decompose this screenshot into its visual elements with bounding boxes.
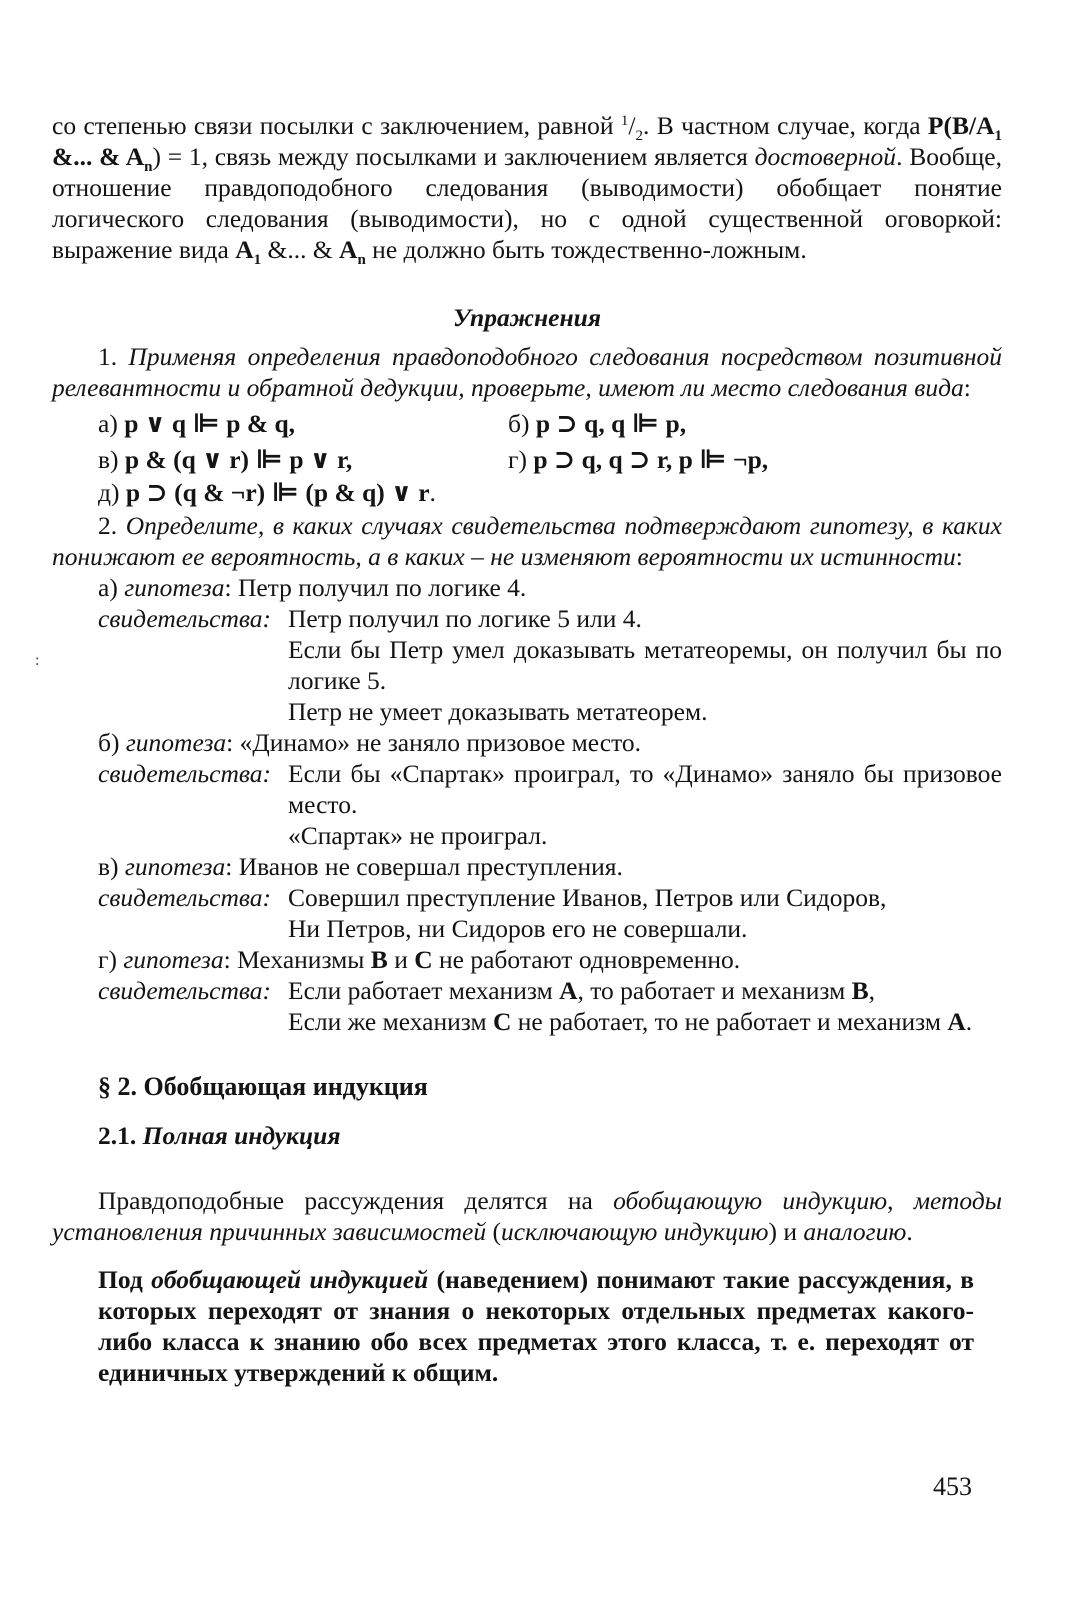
exercise-item: в) p & (q ∨ r) ⊫ p ∨ r, [98, 445, 353, 474]
case-b-evidence: свидетельства: Если бы «Спартак» проиграл, то «Динамо» заняло бы призовое место. [98, 759, 1002, 819]
case-d-hypothesis: г) гипотеза: Механизмы B и C не работают одновременно. [98, 945, 741, 974]
formula-connective: &... & [261, 235, 340, 264]
page-body [52, 110, 1002, 1388]
italic-term: достоверной [754, 142, 897, 171]
intro-text: со степенью связи посылки с заключением, равной [52, 111, 621, 140]
page-number: 453 [933, 1472, 972, 1501]
fraction-denominator: 2 [635, 128, 643, 145]
formula: $P(B/A_1$ &... & $A_n$ [52, 111, 1002, 176]
subsection-title: 2.1. Полная индукция [98, 1121, 341, 1150]
case-a-evidence-3: Петр не умеет доказывать метатеорем. [288, 697, 708, 726]
exercise-item: а) p ∨ q ⊫ p & q, [98, 409, 296, 438]
exercise-item: д) p ⊃ (q & ¬r) ⊫ (p & q) ∨ r. [98, 478, 436, 507]
intro-text: . В частном случае, когда [642, 111, 928, 140]
formula-end: ) = 1 [152, 142, 202, 171]
intro-text: , связь между посылками и заключением является [201, 142, 755, 171]
case-d-evidence-2: Если же механизм C не работает, то не работает и механизм A. [288, 1007, 973, 1036]
case-b-hypothesis: б) гипотеза: «Динамо» не заняло призовое место. [98, 728, 642, 757]
exercise-1: 1. Применяя определения правдоподобного следования посредством позитивной релевантности и обратной дедукции, проверьте, имеют ли место следования вида: [52, 342, 1003, 402]
exercise-item: г) p ⊃ q, q ⊃ r, p ⊫ ¬p, [508, 445, 769, 474]
case-a-hypothesis: а) гипотеза: Петр получил по логике 4. [98, 573, 527, 602]
paragraph-definition: Под обобщающей индукцией (наведением) понимают такие рассуждения, в которых переходят от знания о некоторых отдельных предметах какого-либо класса к знанию обо всех предметах этого класса, т. е. переходят от единичных утверждений к общим. [98, 1265, 974, 1387]
exercises-heading: Упражнения [453, 303, 601, 332]
intro-text: не должно быть тождественно-ложным. [365, 235, 807, 264]
case-c-evidence-2: Ни Петров, ни Сидоров его не совершали. [288, 914, 748, 943]
fraction-slash: / [628, 111, 636, 140]
exercise-item: б) p ⊃ q, q ⊫ p, [508, 409, 687, 438]
fraction-numerator: 1 [620, 113, 629, 129]
case-a-evidence: свидетельства: Петр получил по логике 5 или 4. [98, 604, 642, 633]
formula: $A_n$ [339, 235, 366, 269]
case-d-evidence: свидетельства: Если работает механизм A, то работает и механизм B, [98, 976, 876, 1005]
case-a-evidence-2: Если бы Петр умел доказывать метатеоремы, он получил бы по логике 5. [288, 635, 1002, 695]
case-b-evidence-2: «Спартак» не проиграл. [288, 821, 548, 850]
formula: $A_1$ [235, 235, 262, 269]
exercise-2: 2. Определите, в каких случаях свидетельства подтверждают гипотезу, в каких понижают ее вероятность, а в каких – не изменяют вероятности их истинности: [52, 511, 1002, 571]
margin-mark: : [35, 652, 40, 669]
intro-paragraph [52, 110, 1002, 269]
case-c-evidence: свидетельства: Совершил преступление Иванов, Петров или Сидоров, [98, 883, 887, 912]
section-title: § 2. Обобщающая индукция [98, 1072, 428, 1101]
intro-text: . Вообще, отношение правдоподобного следования (выводимости) обобщает понятие логического следования (выводимости), но с одной существенной оговоркой: выражение вида [52, 142, 1002, 264]
paragraph-plausible-reasoning: Правдоподобные рассуждения делятся на обобщающую индукцию, методы установления причинных зависимостей (исключающую индукцию) и аналогию. [52, 1186, 1003, 1246]
case-c-hypothesis: в) гипотеза: Иванов не совершал преступления. [98, 852, 623, 881]
exercise-1-items [52, 407, 1002, 476]
